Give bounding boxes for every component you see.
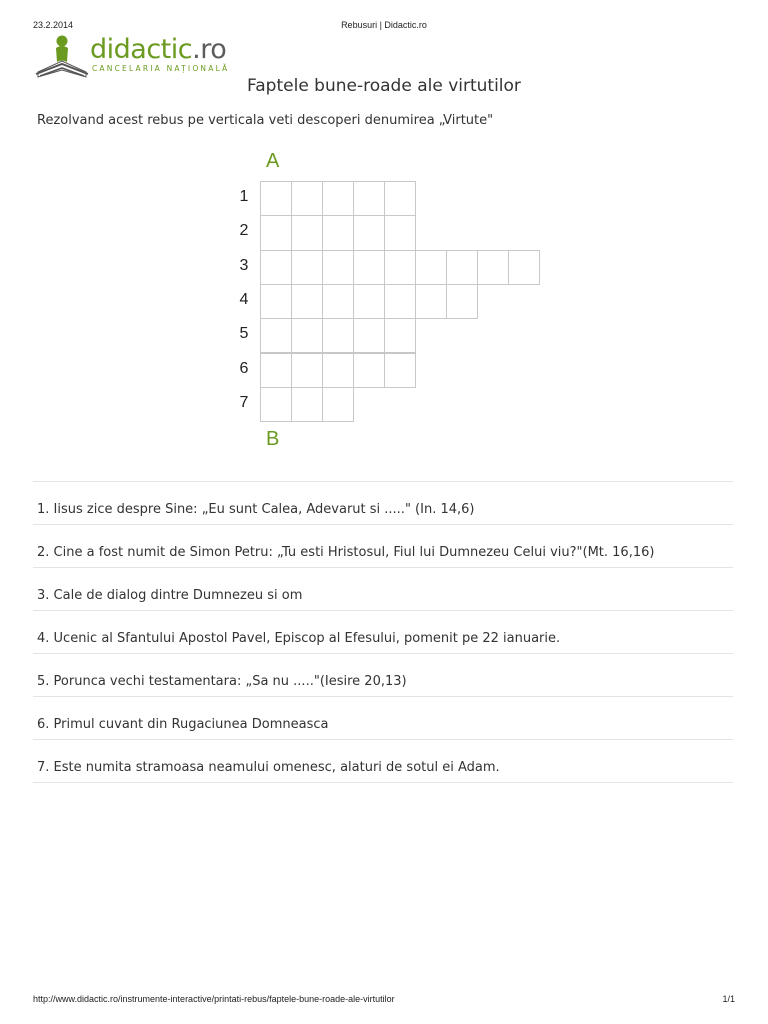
clue-item: 7. Este numita stramoasa neamului omenesc, alaturi de sotul ei Adam. <box>33 739 733 783</box>
page-number: 1/1 <box>722 994 735 1004</box>
crossword-cell[interactable] <box>322 215 354 250</box>
intro-text: Rezolvand acest rebus pe verticala veti descoperi denumirea „Virtute" <box>37 113 494 128</box>
crossword-cell[interactable] <box>260 284 292 319</box>
crossword-cell[interactable] <box>353 353 385 388</box>
clue-item: 2. Cine a fost numit de Simon Petru: „Tu esti Hristosul, Fiul lui Dumnezeu Celui viu?"(Mt. 16,16) <box>33 524 733 567</box>
crossword-cell[interactable] <box>446 250 478 285</box>
crossword-bottom-letter: B <box>266 428 280 450</box>
row-number: 3 <box>239 256 249 274</box>
crossword-cell[interactable] <box>322 284 354 319</box>
logo-brand: didactic.ro <box>90 34 227 65</box>
crossword-cell[interactable] <box>291 353 323 388</box>
page-title: Faptele bune-roade ale virtutilor <box>247 76 521 96</box>
print-footer <box>33 994 735 1006</box>
clue-list <box>33 481 733 783</box>
crossword-cell[interactable] <box>384 284 416 319</box>
crossword-cell[interactable] <box>415 250 447 285</box>
crossword-cell[interactable] <box>260 387 292 422</box>
crossword-cell[interactable] <box>291 387 323 422</box>
crossword-cell[interactable] <box>384 318 416 353</box>
print-header <box>33 20 735 32</box>
row-number: 7 <box>239 393 249 411</box>
row-number: 5 <box>239 325 249 343</box>
open-book-person-icon <box>34 34 90 80</box>
crossword-cell[interactable] <box>291 215 323 250</box>
crossword-cell[interactable] <box>291 181 323 216</box>
crossword-cell[interactable] <box>322 353 354 388</box>
row-number: 4 <box>239 290 249 308</box>
crossword-cell[interactable] <box>260 250 292 285</box>
crossword-cell[interactable] <box>353 318 385 353</box>
crossword-cell[interactable] <box>415 284 447 319</box>
clue-item: 1. Iisus zice despre Sine: „Eu sunt Calea, Adevarut si ....." (In. 14,6) <box>33 481 733 524</box>
crossword-cell[interactable] <box>322 250 354 285</box>
crossword-cell[interactable] <box>322 181 354 216</box>
crossword-cell[interactable] <box>384 181 416 216</box>
crossword-cell[interactable] <box>353 181 385 216</box>
crossword-cell[interactable] <box>508 250 540 285</box>
crossword-cell[interactable] <box>353 284 385 319</box>
crossword-cell[interactable] <box>384 353 416 388</box>
crossword-cell[interactable] <box>291 318 323 353</box>
crossword-cell[interactable] <box>260 215 292 250</box>
crossword-cell[interactable] <box>322 318 354 353</box>
crossword-cell[interactable] <box>384 215 416 250</box>
print-date: 23.2.2014 <box>33 20 74 30</box>
row-number: 6 <box>239 359 249 377</box>
crossword-cell[interactable] <box>260 353 292 388</box>
logo-tagline: CANCELARIA NAȚIONALĂ <box>92 64 230 73</box>
crossword-cell[interactable] <box>384 250 416 285</box>
crossword-cell[interactable] <box>291 284 323 319</box>
crossword-cell[interactable] <box>291 250 323 285</box>
row-number: 2 <box>239 222 249 240</box>
clue-item: 4. Ucenic al Sfantului Apostol Pavel, Episcop al Efesului, pomenit pe 22 ianuarie. <box>33 610 733 653</box>
crossword-top-letter: A <box>266 150 280 172</box>
crossword-cell[interactable] <box>260 318 292 353</box>
didactic-logo[interactable] <box>34 34 234 82</box>
print-page-title: Rebusuri | Didactic.ro <box>341 20 427 30</box>
clue-item: 5. Porunca vechi testamentara: „Sa nu ....."(Iesire 20,13) <box>33 653 733 696</box>
crossword-cell[interactable] <box>322 387 354 422</box>
row-number: 1 <box>239 188 249 205</box>
crossword-cell[interactable] <box>477 250 509 285</box>
crossword-cell[interactable] <box>260 181 292 216</box>
crossword-cell[interactable] <box>353 250 385 285</box>
crossword-cell[interactable] <box>353 215 385 250</box>
print-url[interactable]: http://www.didactic.ro/instrumente-interactive/printati-rebus/faptele-bune-roade-ale-virtutilor <box>33 994 395 1004</box>
clue-item: 3. Cale de dialog dintre Dumnezeu si om <box>33 567 733 610</box>
crossword-cell[interactable] <box>446 284 478 319</box>
clue-item: 6. Primul cuvant din Rugaciunea Domneasca <box>33 696 733 739</box>
